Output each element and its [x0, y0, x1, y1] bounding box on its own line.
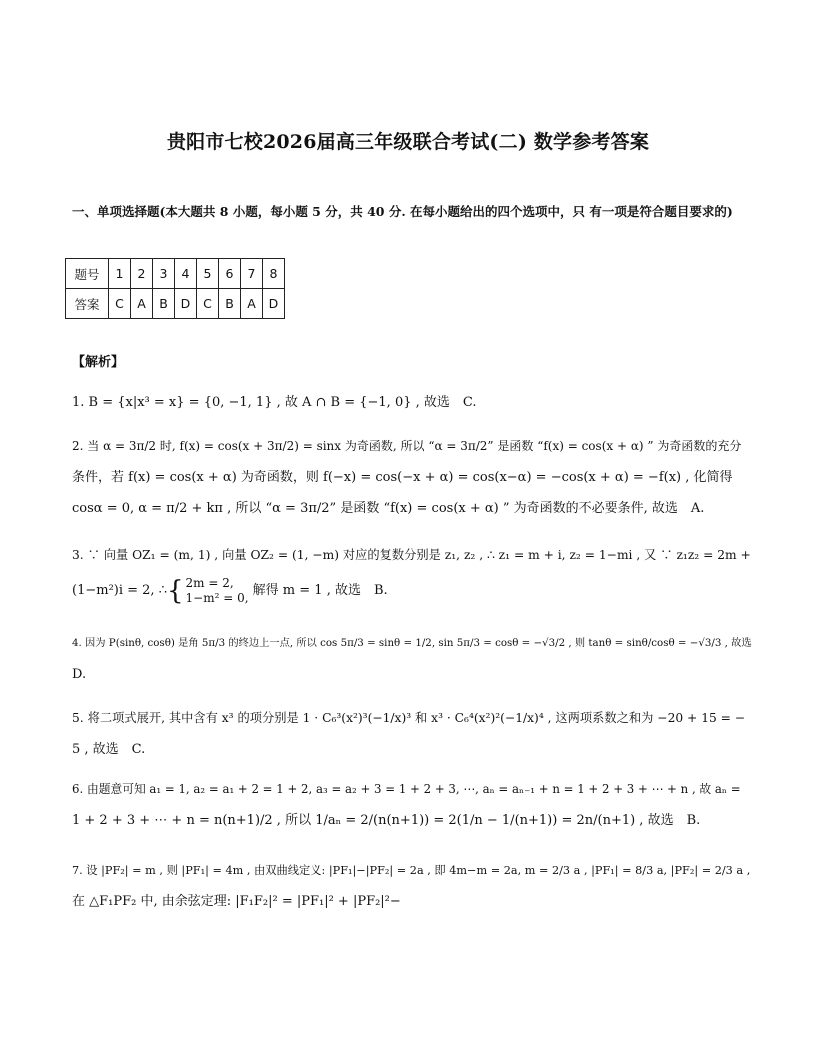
table-cell-number: 1 — [109, 259, 131, 289]
solution-line: 5 , 故选 C. — [72, 742, 146, 757]
solution-line: 1 + 2 + 3 + ⋯ + n = n(n+1)/2 , 所以 1/aₙ = 2/(n(n+1)) = 2(1/n − 1/(n+1)) = 2n/(n+1) , 故选 B. — [72, 813, 701, 828]
solution-line: D. — [72, 667, 87, 682]
analysis-heading: 【解析】 — [72, 355, 125, 370]
table-cell-answer: D — [175, 289, 197, 319]
solution-text: 解得 m = 1 , 故选 B. — [252, 583, 388, 598]
table-header-label: 答案 — [66, 289, 109, 319]
solution-line: 在 △F₁PF₂ 中, 由余弦定理: |F₁F₂|² = |PF₁|² + |PF₂|²− — [72, 894, 401, 909]
left-brace: { — [166, 575, 184, 606]
table-cell-number: 3 — [153, 259, 175, 289]
equation: 2m = 2, — [185, 575, 234, 590]
equation-system — [186, 576, 249, 606]
section-heading-single-choice: 一、单项选择题(本大题共 8 小题，每小题 5 分，共 40 分. 在每小题给出的四个选项中，只 有一项是符合题目要求的) — [72, 204, 733, 219]
table-row-numbers — [66, 259, 285, 289]
table-cell-answer: B — [219, 289, 241, 319]
solution-line: cosα = 0, α = π/2 + kπ , 所以 “α = 3π/2” 是函数 “f(x) = cos(x + α) ” 为奇函数的不必要条件, 故选 A. — [72, 501, 705, 516]
equation: 1−m² = 0, — [185, 590, 249, 605]
solution-q2 — [72, 431, 752, 524]
solution-line: 5. 将二项式展开, 其中含有 x³ 的项分别是 1 · C₆³(x²)³(−1/x)³ 和 x³ · C₆⁴(x²)²(−1/x)⁴ , 这两项系数之和为 −20 + 15 = − — [72, 711, 746, 725]
solution-line: 4. 因为 P(sinθ, cosθ) 是角 5π/3 的终边上一点, 所以 cos 5π/3 = sinθ = 1/2, sin 5π/3 = cosθ = −√3/2 , 则 tanθ = sinθ/cosθ = −√3/3 , 故选 — [72, 637, 752, 649]
table-cell-number: 7 — [241, 259, 263, 289]
table-cell-answer: A — [131, 289, 153, 319]
solution-line: 条件，若 f(x) = cos(x + α) 为奇函数，则 f(−x) = cos(−x + α) = cos(x−α) = −cos(x + α) = −f(x) , 化简得 — [72, 470, 733, 485]
solution-line: 6. 由题意可知 a₁ = 1, a₂ = a₁ + 2 = 1 + 2, a₃ = a₂ + 3 = 1 + 2 + 3, ⋯, aₙ = aₙ₋₁ + n = 1 + 2 + 3 + ⋯ + n , 故 aₙ = — [72, 782, 741, 796]
solution-q4 — [72, 628, 752, 690]
table-cell-answer: A — [241, 289, 263, 319]
solution-line: 3. ∵ 向量 OZ₁ = (m, 1) , 向量 OZ₂ = (1, −m) 对应的复数分别是 z₁, z₂ , ∴ z₁ = m + i, z₂ = 1−mi , 又 ∵ z₁z₂ = 2m + — [72, 548, 751, 562]
table-cell-number: 6 — [219, 259, 241, 289]
solution-line-system — [72, 575, 752, 606]
table-cell-number: 8 — [263, 259, 285, 289]
table-cell-number: 2 — [131, 259, 153, 289]
solution-text: (1−m²)i = 2, ∴ — [72, 583, 167, 598]
solution-line: 2. 当 α = 3π/2 时, f(x) = cos(x + 3π/2) = sinx 为奇函数, 所以 “α = 3π/2” 是函数 “f(x) = cos(x + α) ” 为奇函数的充分 — [72, 439, 742, 453]
table-cell-answer: B — [153, 289, 175, 319]
table-cell-number: 5 — [197, 259, 219, 289]
table-cell-number: 4 — [175, 259, 197, 289]
table-cell-answer: C — [109, 289, 131, 319]
solution-line: 7. 设 |PF₂| = m , 则 |PF₁| = 4m , 由双曲线定义: |PF₁|−|PF₂| = 2a , 即 4m−m = 2a, m = 2/3 a , |PF₁| = 8/3 a, |PF₂| = 2/3 a , — [72, 864, 751, 877]
page-title: 贵阳市七校2026届高三年级联合考试(二) 数学参考答案 — [166, 131, 650, 153]
solution-q7 — [72, 855, 752, 917]
table-header-label: 题号 — [66, 259, 109, 289]
table-cell-answer: D — [263, 289, 285, 319]
table-cell-answer: C — [197, 289, 219, 319]
solution-q6 — [72, 774, 752, 836]
solution-q5 — [72, 703, 752, 765]
solution-line: 1. B = {x|x³ = x} = {0, −1, 1} , 故 A ∩ B = {−1, 0} , 故选 C. — [72, 395, 477, 410]
table-row-answers — [66, 289, 285, 319]
solution-q1 — [72, 387, 752, 418]
solution-q3 — [72, 540, 752, 606]
answer-table — [65, 258, 285, 319]
